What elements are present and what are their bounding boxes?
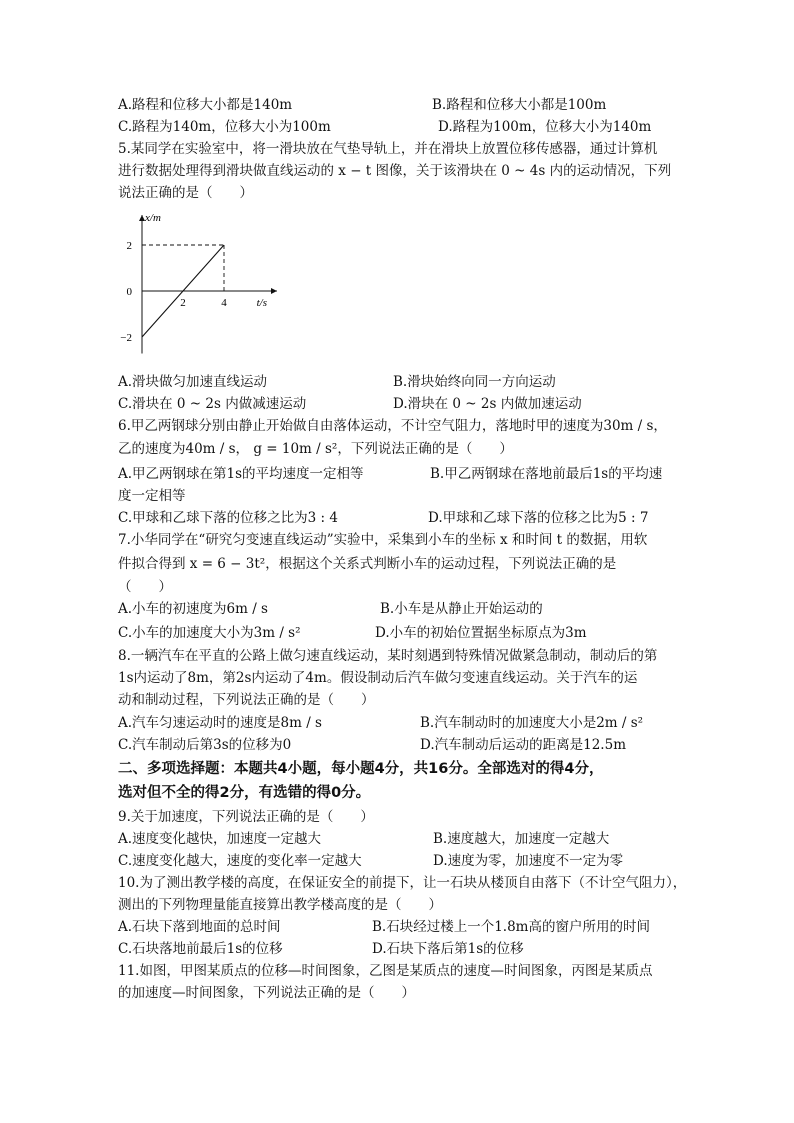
q7-option-c: C.小车的加速度大小为3m / s² bbox=[118, 625, 301, 641]
q9-option-d: D.速度为零，加速度不一定为零 bbox=[433, 853, 624, 869]
x-tick-label: 4 bbox=[221, 297, 227, 309]
q7-stem-line3: （ ） bbox=[118, 579, 172, 595]
q9-option-c: C.速度变化越大，速度的变化率一定越大 bbox=[118, 853, 362, 869]
y-tick-label: 2 bbox=[126, 240, 132, 252]
q8-option-c: C.汽车制动后第3s的位移为0 bbox=[118, 737, 292, 753]
q4-option-d: D.路程为100m，位移大小为140m bbox=[438, 119, 652, 135]
q9-option-b: B.速度越大，加速度一定越大 bbox=[433, 831, 610, 847]
q5-option-a: A.滑块做匀加速直线运动 bbox=[118, 374, 268, 390]
q5-stem-line1: 5.某同学在实验室中，将一滑块放在气垫导轨上，并在滑块上放置位移传感器，通过计算机 bbox=[118, 141, 658, 157]
graph-guide-lines bbox=[142, 245, 224, 291]
q8-stem-line1: 8.一辆汽车在平直的公路上做匀速直线运动，某时刻遇到特殊情况做紧急制动，制动后的第 bbox=[118, 648, 658, 664]
q7-option-d: D.小车的初始位置据坐标原点为3m bbox=[375, 625, 587, 641]
q4-option-b: B.路程和位移大小都是100m bbox=[432, 97, 607, 113]
q7-option-a: A.小车的初速度为6m / s bbox=[118, 601, 268, 617]
q8-option-b: B.汽车制动时的加速度大小是2m / s² bbox=[420, 715, 644, 731]
q10-option-b: B.石块经过楼上一个1.8m高的窗户所用的时间 bbox=[372, 919, 650, 935]
q8-stem-line2: 1s内运动了8m，第2s内运动了4m。假设制动后汽车做匀变速直线运动。关于汽车的运 bbox=[118, 670, 638, 686]
q9-option-a: A.速度变化越快，加速度一定越大 bbox=[118, 831, 322, 847]
q6-option-a: A.甲乙两钢球在第1s的平均速度一定相等 bbox=[118, 466, 364, 482]
q4-option-a: A.路程和位移大小都是140m bbox=[118, 97, 293, 113]
q8-option-a: A.汽车匀速运动时的速度是8m / s bbox=[118, 715, 322, 731]
y-tick-label: −2 bbox=[120, 332, 132, 344]
q10-option-a: A.石块下落到地面的总时间 bbox=[118, 919, 281, 935]
q7-stem-line2: 件拟合得到 x = 6 − 3t²，根据这个关系式判断小车的运动过程，下列说法正确的是 bbox=[118, 556, 617, 572]
q6-stem-line2: 乙的速度为40m / s， g = 10m / s²，下列说法正确的是（ ） bbox=[118, 441, 513, 457]
q10-option-d: D.石块下落后第1s的位移 bbox=[372, 941, 524, 957]
q9-stem: 9.关于加速度，下列说法正确的是（ ） bbox=[118, 809, 374, 825]
x-tick-label: 2 bbox=[180, 297, 186, 309]
q11-stem-line1: 11.如图，甲图某质点的位移—时间图象，乙图是某质点的速度—时间图象，丙图是某质点 bbox=[118, 963, 653, 979]
q6-stem-line1: 6.甲乙两钢球分别由静止开始做自由落体运动，不计空气阻力，落地时甲的速度为30m / s， bbox=[118, 418, 667, 434]
q7-stem-line1: 7.小华同学在“研究匀变速直线运动”实验中，采集到小车的坐标 x 和时间 t 的数据，用软 bbox=[118, 532, 648, 548]
xt-graph bbox=[112, 205, 292, 365]
q5-option-b: B.滑块始终向同一方向运动 bbox=[393, 374, 556, 390]
q8-option-d: D.汽车制动后运动的距离是12.5m bbox=[420, 737, 626, 753]
q6-option-c: C.甲球和乙球下落的位移之比为3 : 4 bbox=[118, 510, 338, 526]
q7-option-b: B.小车是从静止开始运动的 bbox=[380, 601, 543, 617]
q10-stem-line1: 10.为了测出教学楼的高度，在保证安全的前提下，让一石块从楼顶自由落下（不计空气阻力）， bbox=[118, 875, 687, 891]
section-2-heading-line2: 选对但不全的得2分，有选错的得0分。 bbox=[118, 785, 371, 801]
q6-option-b-line2: 度一定相等 bbox=[118, 488, 186, 504]
q5-stem-line3: 说法正确的是（ ） bbox=[118, 185, 253, 201]
q5-stem-line2: 进行数据处理得到滑块做直线运动的 x − t 图像，关于该滑块在 0 ~ 4s 内的运动情况，下列 bbox=[118, 163, 672, 179]
q6-option-b-line1: B.甲乙两钢球在落地前最后1s的平均速 bbox=[430, 466, 663, 482]
section-2-heading-line1: 二、多项选择题：本题共4小题，每小题4分，共16分。全部选对的得4分， bbox=[118, 761, 604, 777]
q10-option-c: C.石块落地前最后1s的位移 bbox=[118, 941, 283, 957]
y-axis-label: x/m bbox=[145, 212, 161, 224]
graph-axes bbox=[142, 215, 277, 354]
x-axis-label: t/s bbox=[256, 297, 267, 309]
y-tick-label: 0 bbox=[126, 286, 132, 298]
q6-option-d: D.甲球和乙球下落的位移之比为5 : 7 bbox=[428, 510, 649, 526]
q11-stem-line2: 的加速度—时间图象，下列说法正确的是（ ） bbox=[118, 985, 415, 1001]
q10-stem-line2: 测出的下列物理量能直接算出教学楼高度的是（ ） bbox=[118, 897, 442, 913]
q5-option-c: C.滑块在 0 ~ 2s 内做减速运动 bbox=[118, 396, 307, 412]
q5-option-d: D.滑块在 0 ~ 2s 内做加速运动 bbox=[393, 396, 582, 412]
q4-option-c: C.路程为140m，位移大小为100m bbox=[118, 119, 331, 135]
q8-stem-line3: 动和制动过程，下列说法正确的是（ ） bbox=[118, 692, 375, 708]
